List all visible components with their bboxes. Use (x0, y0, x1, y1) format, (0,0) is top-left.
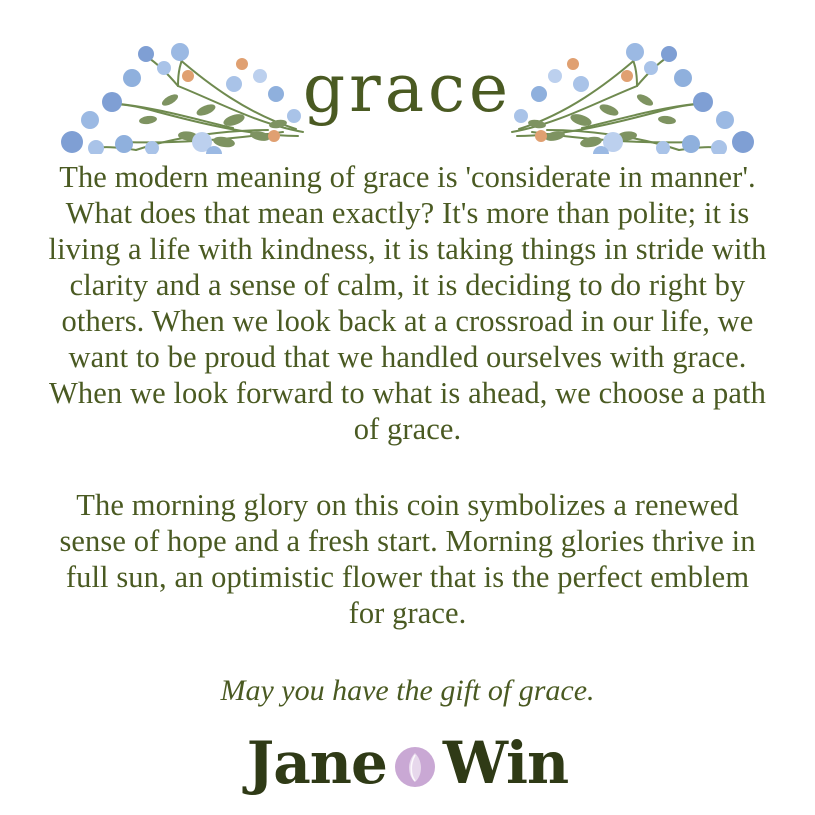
brand-logo (0, 728, 815, 797)
card-header (0, 0, 815, 160)
logo-word-win: Win (442, 728, 569, 797)
floral-sprig-icon (28, 24, 308, 154)
lavender-coin-icon (393, 745, 437, 789)
paragraph-symbolism: The morning glory on this coin symbolizes a renewed sense of hope and a fresh start. Morning glories thrive in full sun, an optimistic flower that is the perfect emblem for grace. (59, 487, 756, 630)
floral-sprig-icon (507, 24, 787, 154)
page-title: grace (302, 50, 513, 127)
paragraph-meaning: The modern meaning of grace is 'considerate in manner'. What does that mean exactly? It's more than polite; it is living a life with kindness, it is taking things in stride with clarity and a sense of calm, it is deciding to do right by others. When we look back at a crossroad in our life, we want to be proud that we handled ourselves with grace. When we look forward to what is ahead, we choose a path of grace. (48, 160, 767, 446)
logo-word-jane: Jane (246, 728, 387, 797)
card-body (38, 160, 778, 708)
tagline: May you have the gift of grace. (220, 673, 595, 707)
